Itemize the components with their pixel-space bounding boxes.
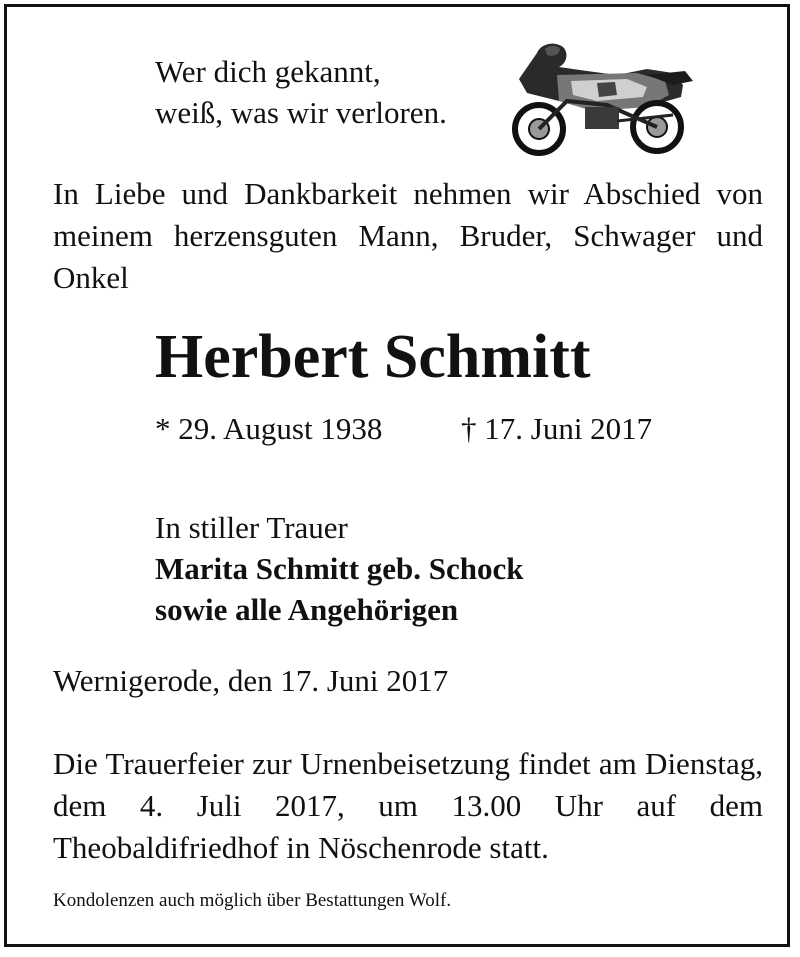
death-date: † 17. Juni 2017	[461, 411, 653, 446]
motto	[155, 51, 447, 133]
motto-line-1: Wer dich gekannt,	[155, 54, 381, 89]
place-date: Wernigerode, den 17. Juni 2017	[53, 663, 449, 698]
mourners	[155, 507, 524, 630]
service-text: Die Trauerfeier zur Urnenbeisetzung findet am Dienstag, dem 4. Juli 2017, um 13.00 Uhr auf dem Theobaldifriedhof in Nöschenrode statt.	[53, 746, 763, 865]
motto-line-2: weiß, was wir verloren.	[155, 95, 447, 130]
obituary-card	[4, 4, 790, 947]
condolences-note: Kondolenzen auch möglich über Bestattungen Wolf.	[53, 890, 452, 911]
motorcycle-photo	[497, 35, 697, 157]
deceased-name: Herbert Schmitt	[155, 323, 591, 391]
birth-date: * 29. August 1938	[155, 411, 383, 446]
mourner-line-1: Marita Schmitt geb. Schock	[155, 551, 524, 586]
intro-text: In Liebe und Dankbarkeit nehmen wir Abschied von meinem herzensguten Mann, Bruder, Schwager und Onkel	[53, 176, 763, 295]
mourners-intro: In stiller Trauer	[155, 510, 348, 545]
mourner-line-2: sowie alle Angehörigen	[155, 592, 459, 627]
